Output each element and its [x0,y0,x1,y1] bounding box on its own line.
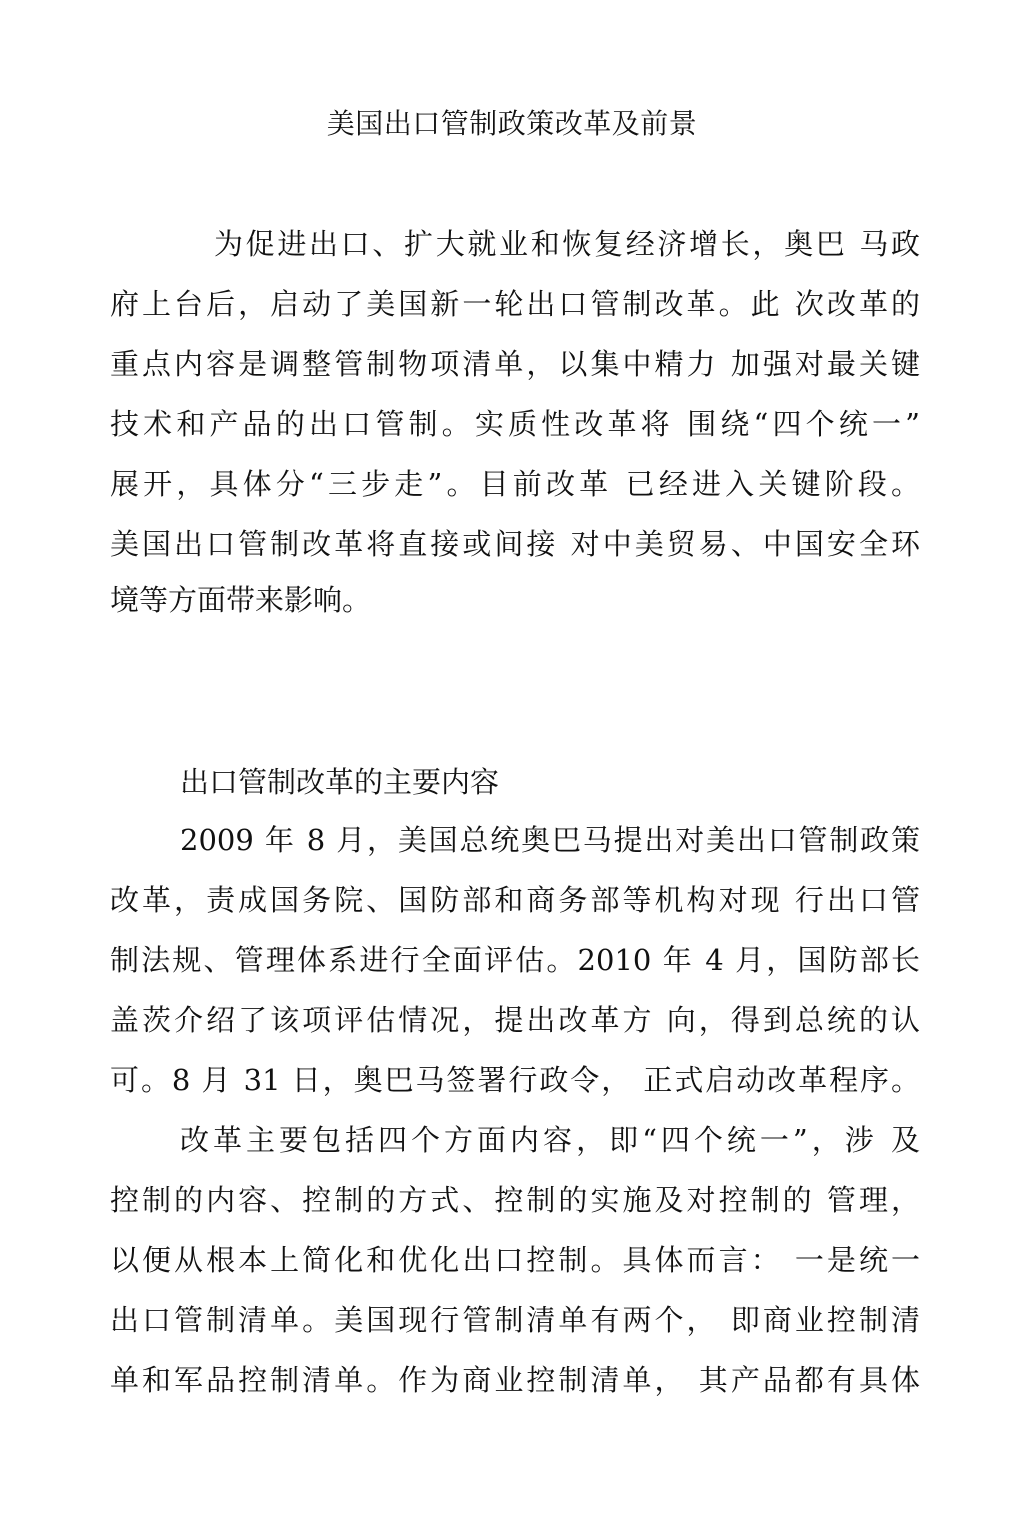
section-heading: 出口管制改革的主要内容 [180,765,500,799]
paragraph-line: 单和军品控制清单。作为商业控制清单， 其产品都有具体 [110,1363,920,1397]
abstract-line: 府上台后，启动了美国新一轮出口管制改革。此 次改革的 [110,287,920,321]
document-title: 美国出口管制政策改革及前景 [326,107,698,140]
abstract-line: 技术和产品的出口管制。实质性改革将 围绕“四个统一” [110,407,920,441]
paragraph-line: 2009 年 8 月，美国总统奥巴马提出对美出口管制政策 [180,823,920,857]
paragraph-line: 可。8 月 31 日，奥巴马签署行政令， 正式启动改革程序。 [110,1063,920,1097]
abstract-line: 重点内容是调整管制物项清单，以集中精力 加强对最关键 [110,347,920,381]
abstract-line: 美国出口管制改革将直接或间接 对中美贸易、中国安全环 [110,527,920,561]
abstract-line: 为促进出口、扩大就业和恢复经济增长，奥巴 马政 [214,227,920,261]
paragraph-line: 盖茨介绍了该项评估情况，提出改革方 向，得到总统的认 [110,1003,920,1037]
paragraph-line: 改革，责成国务院、国防部和商务部等机构对现 行出口管 [110,883,920,917]
paragraph-line: 改革主要包括四个方面内容，即“四个统一”，涉 及 [180,1123,920,1157]
paragraph-line: 制法规、管理体系进行全面评估。2010 年 4 月，国防部长 [110,943,920,977]
paragraph-line: 以便从根本上简化和优化出口控制。具体而言： 一是统一 [110,1243,920,1277]
abstract-line: 境等方面带来影响。 [110,583,372,617]
paragraph-line: 控制的内容、控制的方式、控制的实施及对控制的 管理， [110,1183,920,1217]
abstract-line: 展开，具体分“三步走”。目前改革 已经进入关键阶段。 [110,467,920,501]
paragraph-line: 出口管制清单。美国现行管制清单有两个， 即商业控制清 [110,1303,920,1337]
